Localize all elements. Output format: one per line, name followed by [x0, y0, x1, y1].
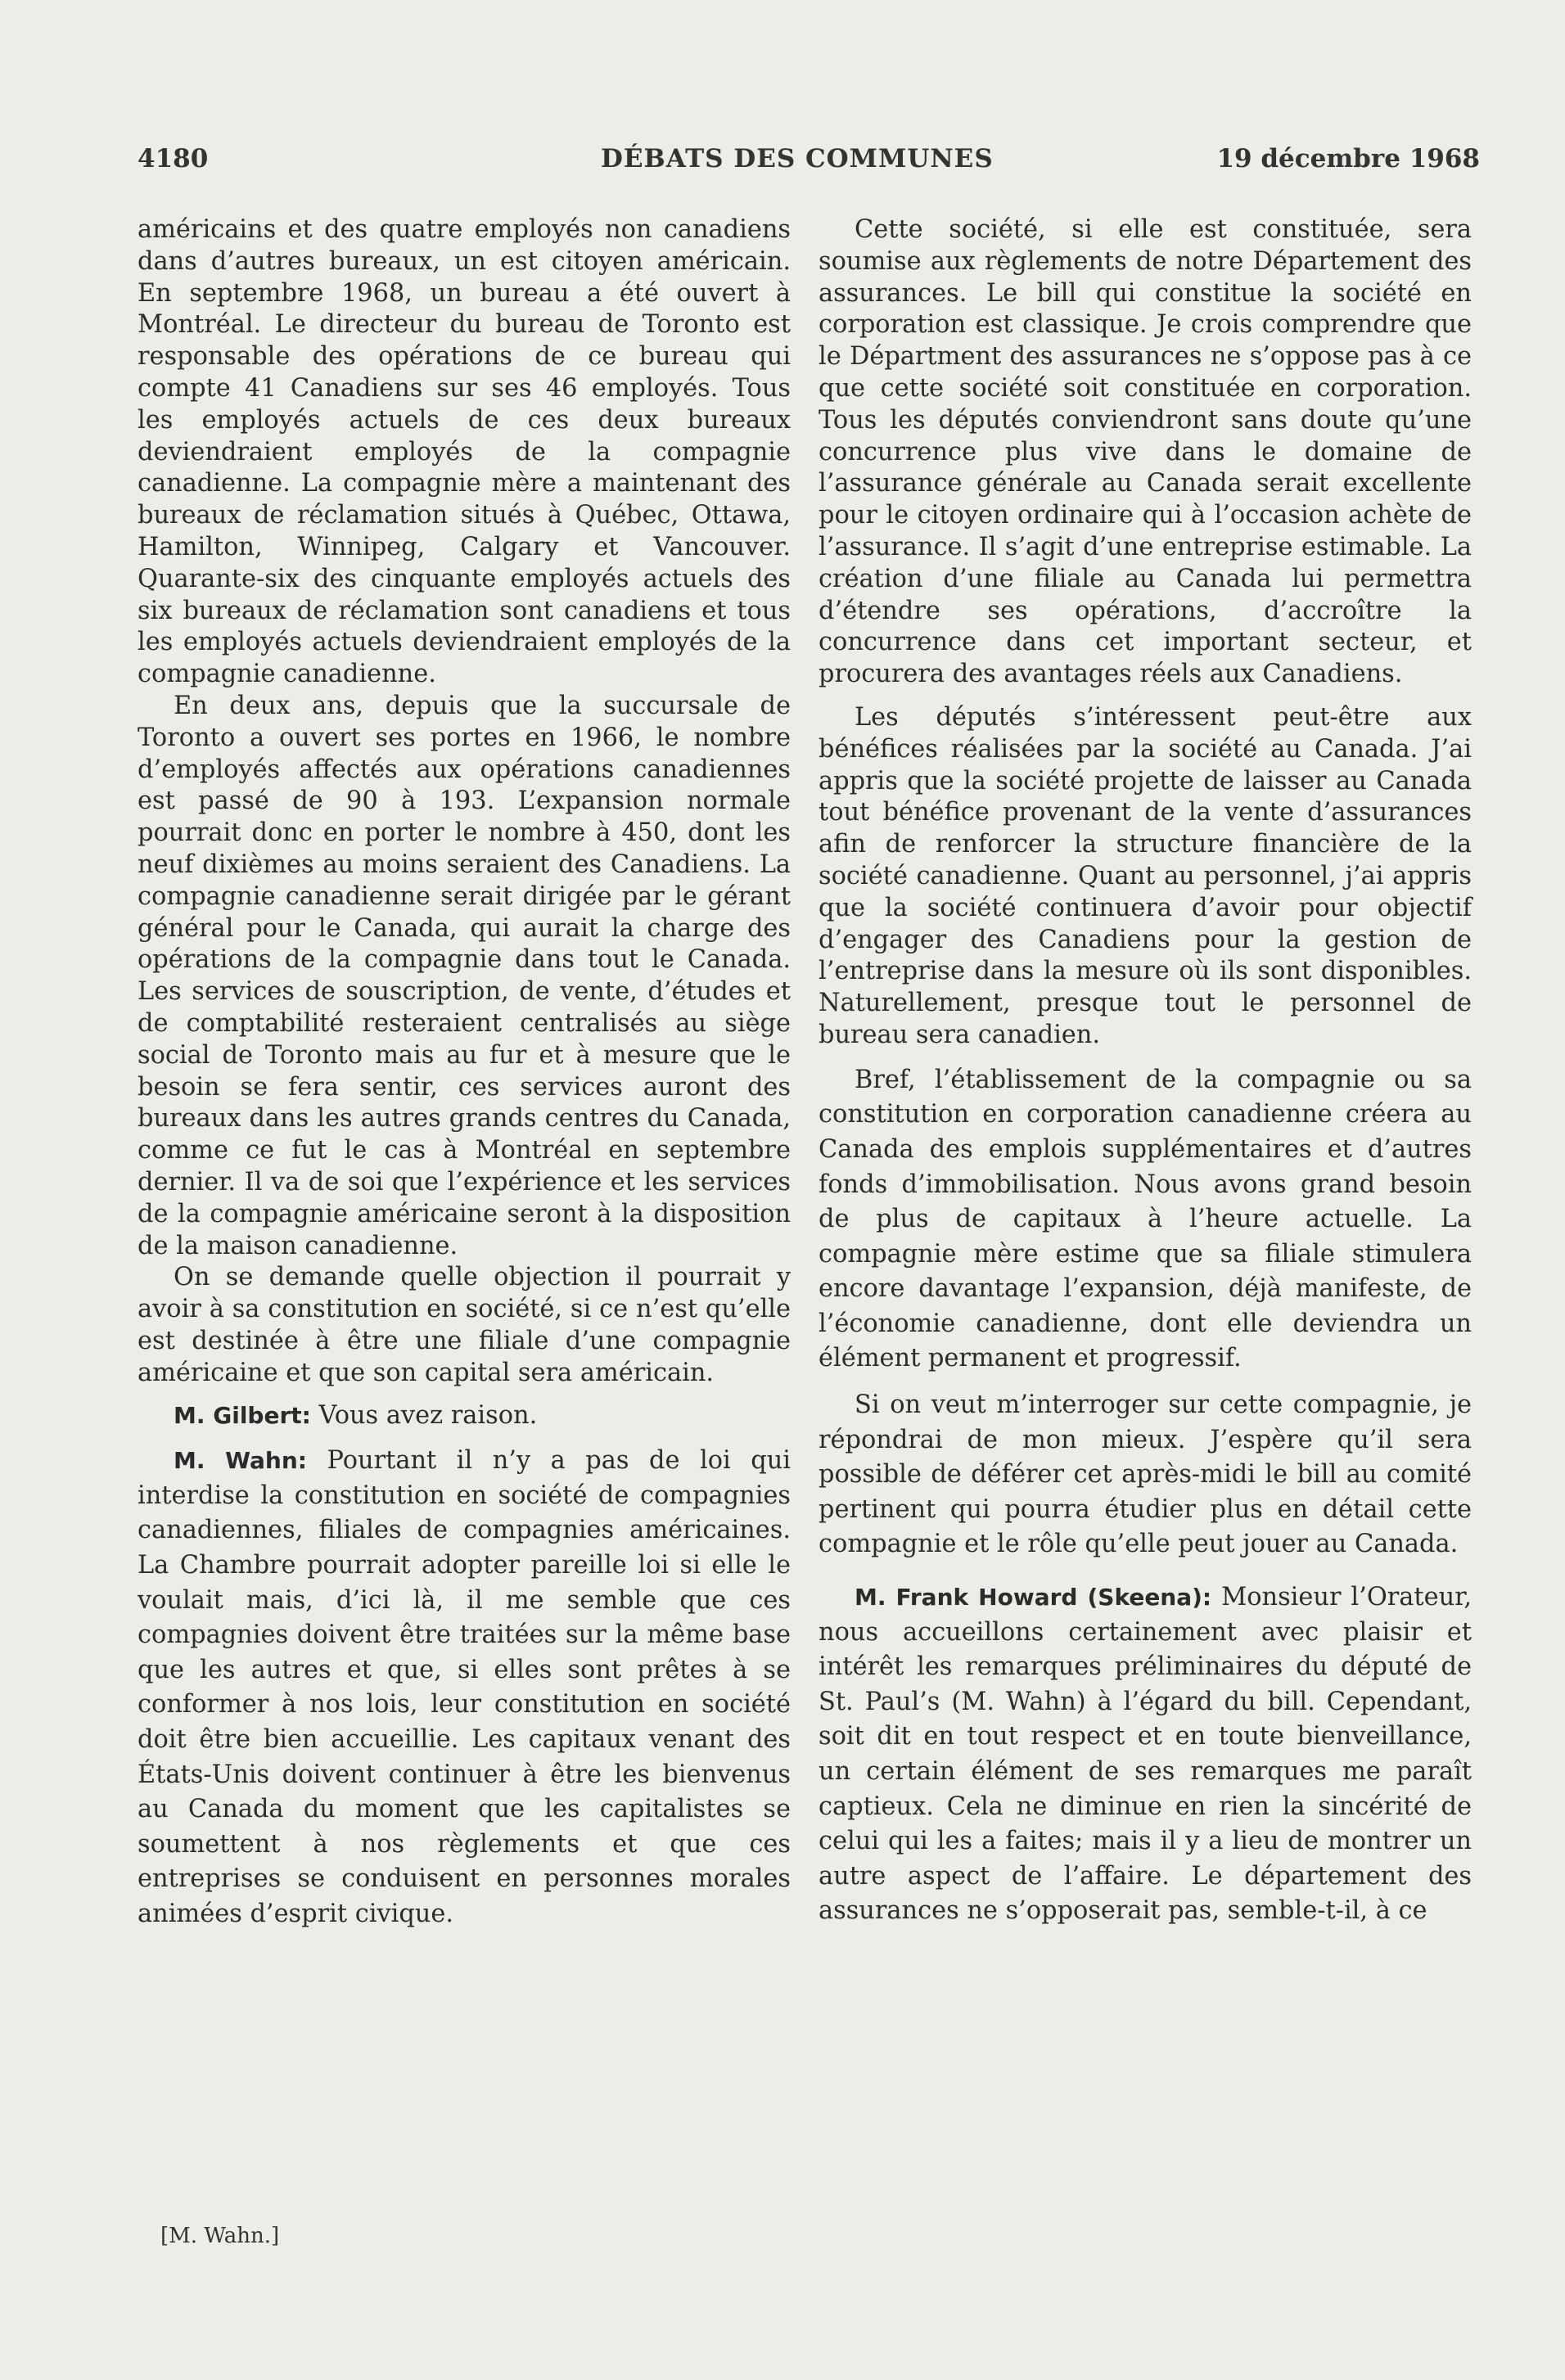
paragraph: En deux ans, depuis que la succursale de Toronto a ouvert ses portes en 1966, le nombre d’employés affectés aux opérations canadiennes est passé de 90 à 193. L’expansion normale pourrait donc en porter le nombre à 450, dont les neuf dixièmes au moins seraient des Canadiens. La compagnie canadienne serait dirigée par le gérant général pour le Canada, qui aurait la charge des opérations de la compagnie dans tout le Canada. Les services de souscription, de vente, d’études et de comptabilité resteraient centralisés au siège social de Toronto mais au fur et à mesure que le besoin se fera sentir, ces services auront des bureaux dans les autres grands centres du Canada, comme ce fut le cas à Montréal en septembre dernier. Il va de soi que l’expérience et les services de la compagnie américaine seront à la disposition de la maison canadienne.	[138, 691, 791, 1260]
right-column	[819, 214, 1472, 1929]
paragraph: américains et des quatre employés non canadiens dans d’autres bureaux, un est citoyen américain. En septembre 1968, un bureau a été ouvert à Montréal. Le directeur du bureau de Toronto est responsable des opérations de ce bureau qui compte 41 Canadiens sur ses 46 employés. Tous les employés actuels de ces deux bureaux deviendraient employés de la compagnie canadienne. La compagnie mère a maintenant des bureaux de réclamation situés à Québec, Ottawa, Hamilton, Winnipeg, Calgary et Vancouver. Quarante-six des cinquante employés actuels des six bureaux de réclamation sont canadiens et tous les employés actuels deviendraient employés de la compagnie canadienne.	[138, 215, 791, 689]
speaker-name: M. Gilbert:	[174, 1402, 311, 1430]
publication-date: 19 décembre 1968	[1216, 144, 1480, 174]
speech-gilbert	[138, 1400, 791, 1432]
speech-howard	[819, 1580, 1472, 1929]
paragraph: Si on veut m’interroger sur cette compagnie, je répondrai de mon mieux. J’espère qu’il sera possible de déférer cet après-midi le bill au comité pertinent qui pourra étudier plus en détail cette compagnie et le rôle qu’elle peut jouer au Canada.	[819, 1391, 1472, 1559]
paragraph: Bref, l’établissement de la compagnie ou sa constitution en corporation canadienne créera au Canada des emplois supplémentaires et d’autres fonds d’immobilisation. Nous avons grand besoin de plus de capitaux à l’heure actuelle. La compagnie mère estime que sa filiale stimulera encore davantage l’expansion, déjà manifeste, de l’économie canadienne, dont elle deviendra un élément permanent et progressif.	[819, 1065, 1472, 1373]
paragraph: Cette société, si elle est constituée, sera soumise aux règlements de notre Département des assurances. Le bill qui constitue la société en corporation est classique. Je crois comprendre que le Départment des assurances ne s’oppose pas à ce que cette société soit constituée en corporation. Tous les députés conviendront sans doute qu’une concurrence plus vive dans le domaine de l’assurance générale au Canada serait excellente pour le citoyen ordinaire qui à l’occasion achète de l’assurance. Il s’agit d’une entreprise estimable. La création d’une filiale au Canada lui permettra d’étendre ses opérations, d’accroître la concurrence dans cet important secteur, et procurera des avantages réels aux Canadiens.	[819, 215, 1472, 689]
speech-text: Vous avez raison.	[318, 1401, 538, 1431]
speech-text: Monsieur l’Orateur, nous accueillons certainement avec plaisir et intérêt les remarques préliminaires du député de St. Paul’s (M. Wahn) à l’égard du bill. Cependant, soit dit en tout respect et en toute bienveillance, un certain élément de ses remarques me paraît captieux. Cela ne diminue en rien la sincérité de celui qui les a faites; mais il y a lieu de montrer un autre aspect de l’affaire. Le département des assurances ne s’opposerait pas, semble-t-il, à ce	[819, 1583, 1472, 1926]
left-column	[138, 214, 791, 1932]
speaker-name: M. Frank Howard (Skeena):	[855, 1584, 1212, 1611]
speech-wahn	[138, 1444, 791, 1931]
paragraph: On se demande quelle objection il pourrait y avoir à sa constitution en société, si ce n’est qu’elle est destinée à être une filiale d’une compagnie américaine et que son capital sera américain.	[138, 1263, 791, 1387]
speaker-name: M. Wahn:	[174, 1447, 307, 1475]
page-number: 4180	[138, 144, 209, 174]
speech-text: Pourtant il n’y a pas de loi qui interdise la constitution en société de compagnies canadiennes, filiales de compagnies américaines. La Chambre pourrait adopter pareille loi si elle le voulait mais, d’ici là, il me semble que ces compagnies doivent être traitées sur la même base que les autres et que, si elles sont prêtes à se conformer à nos lois, leur constitution en société doit être bien accueillie. Les capitaux venant des États-Unis doivent continuer à être les bienvenus au Canada du moment que les capitalistes se soumettent à nos règlements et que ces entreprises se conduisent en personnes morales animées d’esprit civique.	[138, 1446, 791, 1928]
paragraph: Les députés s’intéressent peut-être aux bénéfices réalisées par la société au Canada. J’ai appris que la société projette de laisser au Canada tout bénéfice provenant de la vente d’assurances afin de renforcer la structure financière de la société canadienne. Quant au personnel, j’ai appris que la société continuera d’avoir pour objectif d’engager des Canadiens pour la gestion de l’entreprise dans la mesure où ils sont disponibles. Naturellement, presque tout le personnel de bureau sera canadien.	[819, 702, 1472, 1049]
publication-title: DÉBATS DES COMMUNES	[601, 144, 994, 174]
page-header	[138, 144, 1480, 185]
footer-speaker-note: [M. Wahn.]	[160, 2224, 280, 2248]
